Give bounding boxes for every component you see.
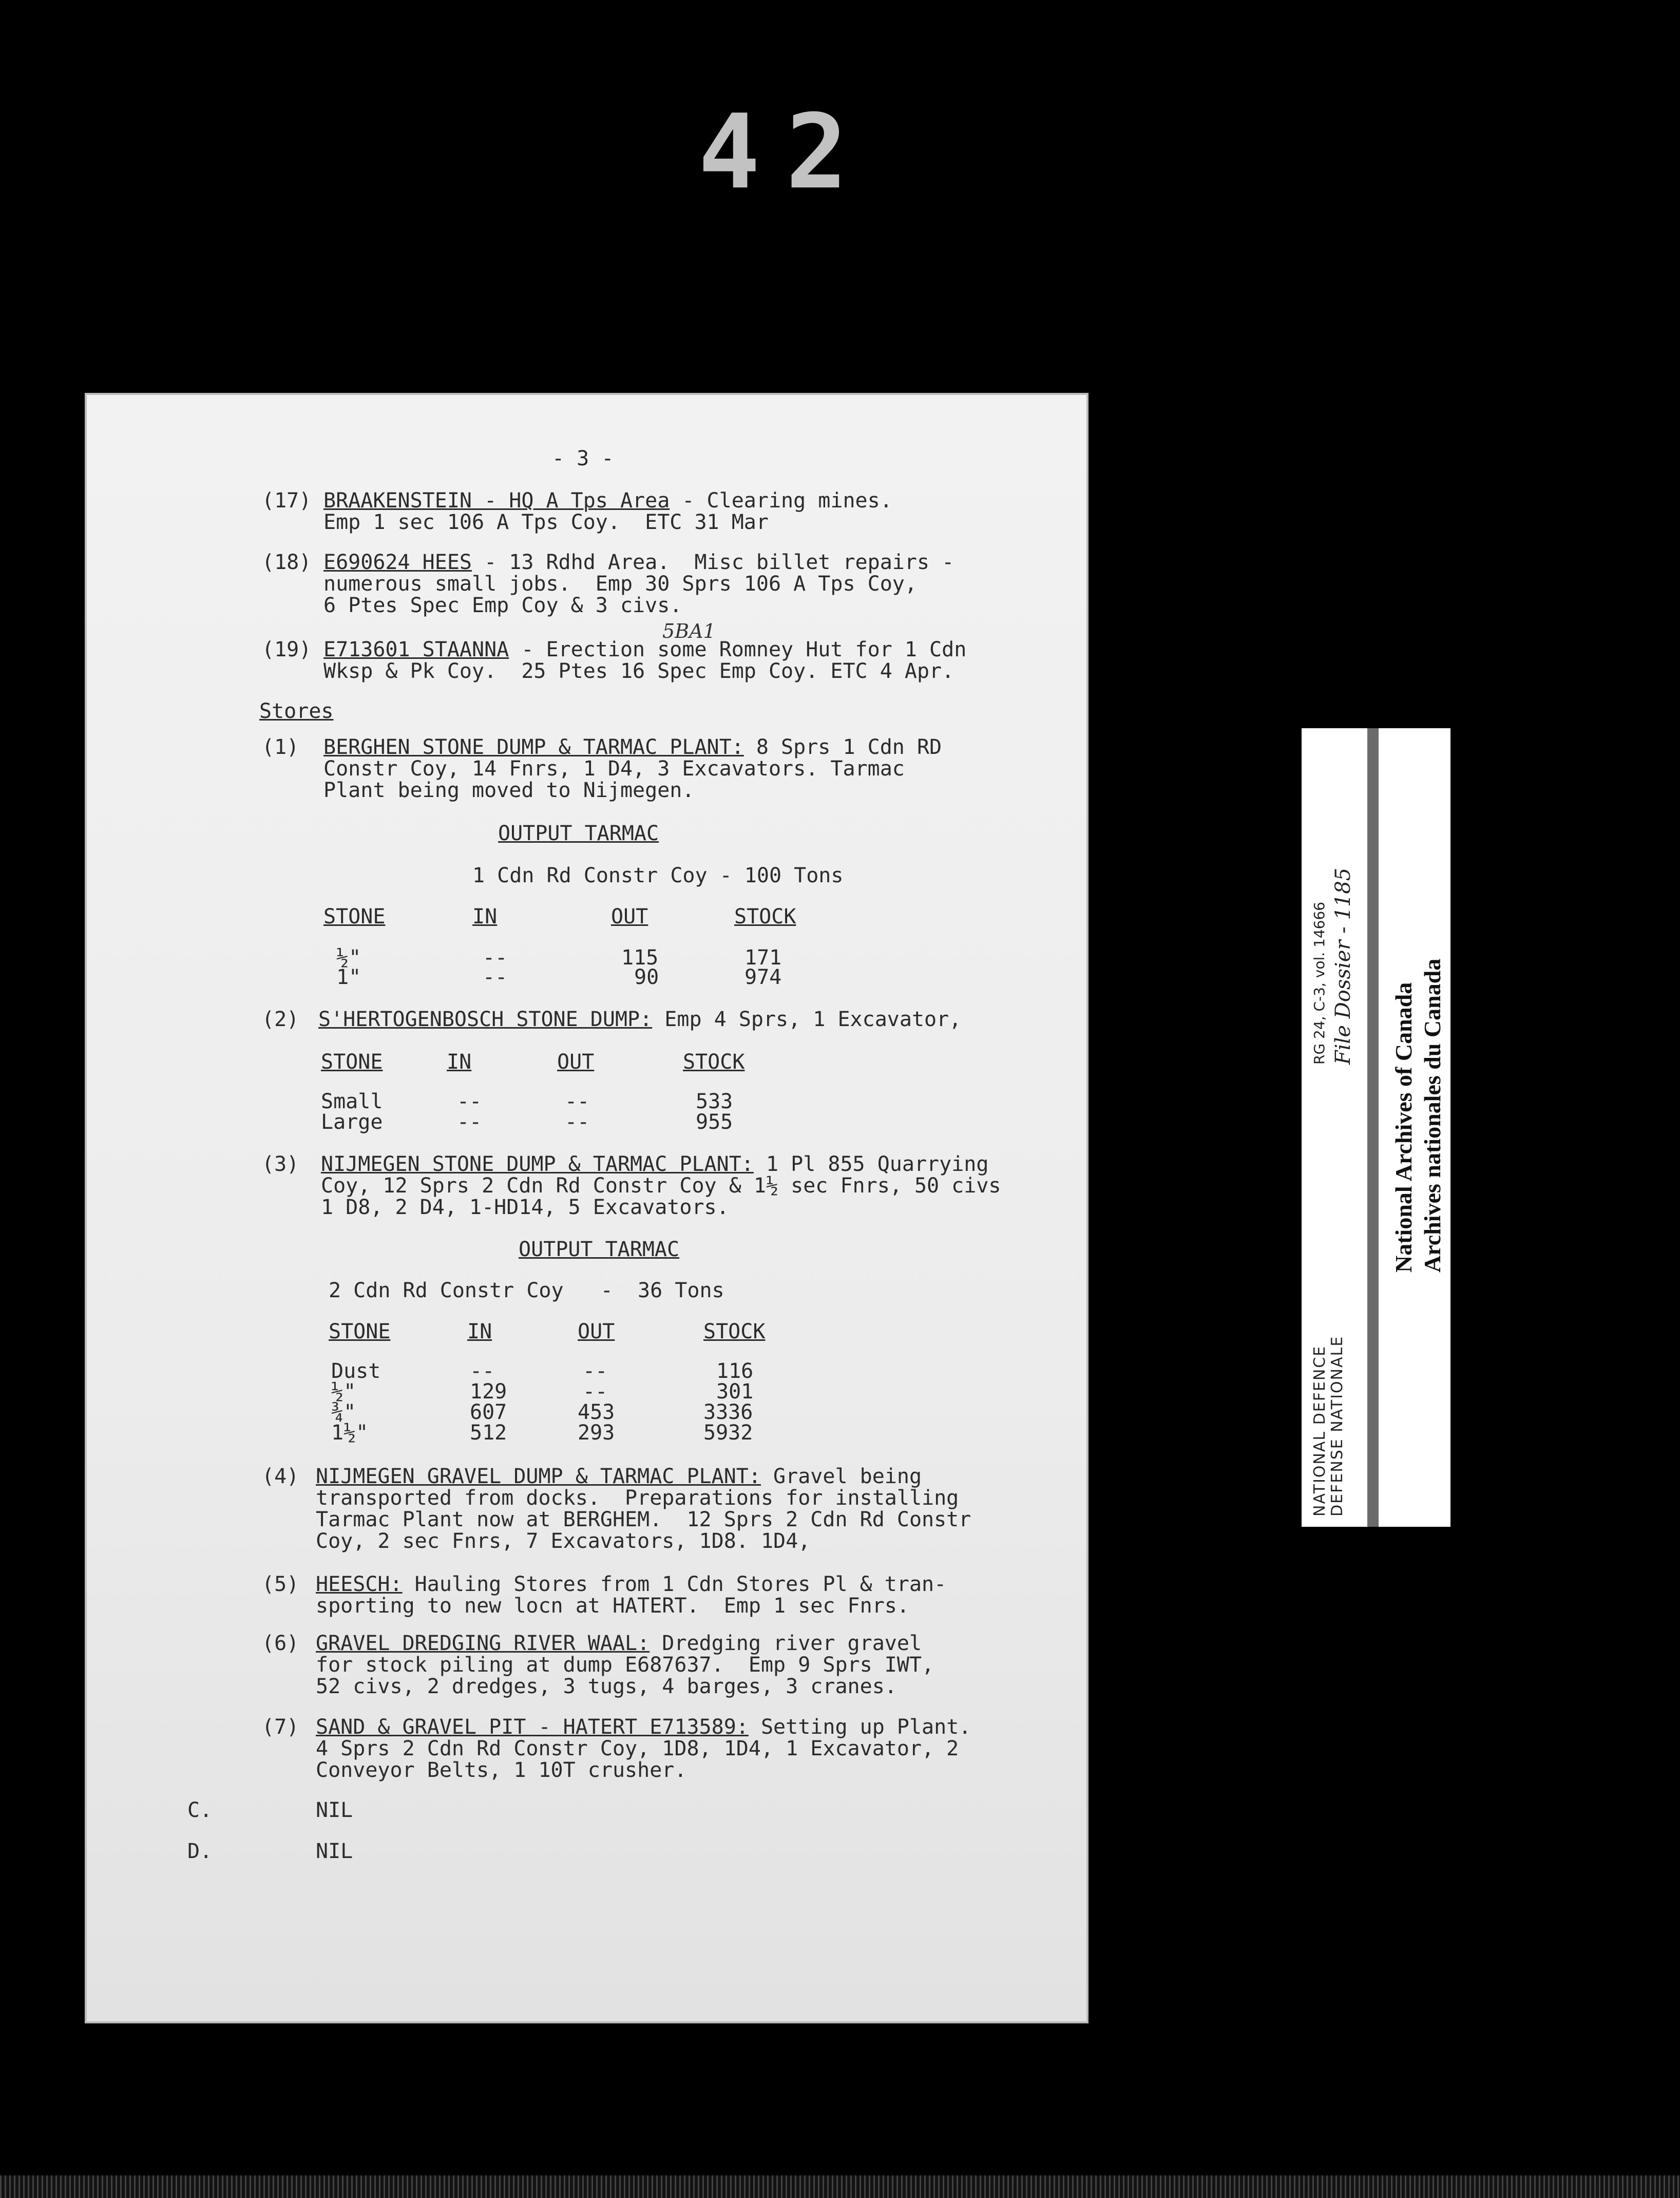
store-line: S'HERTOGENBOSCH STONE DUMP: Emp 4 Sprs, 1 Excavator, (318, 1008, 962, 1031)
table-cell: ½" (336, 946, 361, 970)
entry-number: (17) (262, 489, 312, 513)
table-cell: 1½" (331, 1421, 369, 1445)
store-line: transported from docks. Preparations for installing (316, 1486, 959, 1510)
store-line: SAND & GRAVEL PIT - HATERT E713589: Setting up Plant. (316, 1715, 971, 1739)
film-edge (0, 2175, 1680, 2198)
archive-name-en: National Archives of Canada (1390, 982, 1417, 1273)
section-letter: D. (187, 1840, 213, 1863)
table-header: STOCK (703, 1320, 766, 1343)
output-line: 2 Cdn Rd Constr Coy - 36 Tons (329, 1279, 724, 1302)
output-line: 1 Cdn Rd Constr Coy - 100 Tons (472, 864, 844, 887)
table-cell: -- (565, 1090, 590, 1113)
table-header: STONE (321, 1050, 383, 1074)
table-cell: 3336 (703, 1400, 753, 1424)
table-cell: 171 (744, 946, 782, 970)
store-number: (4) (262, 1465, 299, 1488)
store-line: Coy, 2 sec Fnrs, 7 Excavators, 1D8. 1D4, (316, 1529, 811, 1553)
table-cell: ¾" (331, 1400, 356, 1424)
table-cell: -- (457, 1090, 482, 1113)
document-page (85, 393, 1089, 2023)
table-header: STONE (323, 905, 386, 929)
table-header: IN (447, 1050, 472, 1074)
page-number: - 3 - (552, 447, 614, 470)
table-header: IN (467, 1320, 492, 1343)
table-cell: 512 (470, 1421, 507, 1445)
archive-label (1302, 728, 1450, 1527)
table-cell: 974 (744, 965, 782, 989)
entry-line: numerous small jobs. Emp 30 Sprs 106 A Tps Coy, (323, 572, 917, 596)
table-cell: -- (457, 1110, 482, 1134)
table-cell: 533 (696, 1090, 733, 1113)
table-cell: 607 (470, 1400, 507, 1424)
entry-line: BRAAKENSTEIN - HQ A Tps Area - Clearing mines. (323, 489, 892, 513)
table-cell: -- (565, 1110, 590, 1134)
store-line: Tarmac Plant now at BERGHEM. 12 Sprs 2 Cdn Rd Constr (316, 1508, 971, 1531)
table-cell: -- (483, 946, 508, 970)
store-line: 4 Sprs 2 Cdn Rd Constr Coy, 1D8, 1D4, 1 Excavator, 2 (316, 1737, 959, 1760)
handwritten-file-number: File Dossier - 1185 (1331, 867, 1355, 1065)
table-cell: 955 (696, 1110, 733, 1134)
table-cell: -- (470, 1359, 495, 1383)
store-line: Conveyor Belts, 1 10T crusher. (316, 1758, 687, 1782)
entry-line: E713601 STAANNA - Erection some Romney Hut for 1 Cdn (323, 638, 967, 661)
table-cell: -- (583, 1359, 608, 1383)
table-cell: 115 (621, 946, 659, 970)
dept-en: NATIONAL DEFENCE (1311, 1345, 1329, 1517)
output-title: OUTPUT TARMAC (498, 822, 659, 845)
table-cell: Large (321, 1110, 383, 1134)
store-line: NIJMEGEN GRAVEL DUMP & TARMAC PLANT: Gravel being (316, 1465, 922, 1488)
store-number: (5) (262, 1572, 299, 1596)
stores-heading: Stores (259, 699, 334, 723)
store-number: (7) (262, 1715, 299, 1739)
table-header: OUT (578, 1320, 615, 1343)
table-cell: 90 (634, 965, 659, 989)
table-header: STOCK (734, 905, 796, 929)
store-line: for stock piling at dump E687637. Emp 9 Sprs IWT, (316, 1653, 934, 1677)
table-header: STOCK (683, 1050, 745, 1074)
table-cell: 293 (578, 1421, 615, 1445)
store-number: (3) (262, 1152, 299, 1176)
table-header: STONE (329, 1320, 391, 1343)
store-line: HEESCH: Hauling Stores from 1 Cdn Stores Pl & tran- (316, 1572, 947, 1596)
archive-name-fr: Archives nationales du Canada (1419, 958, 1445, 1273)
table-header: OUT (611, 905, 648, 929)
entry-line: E690624 HEES - 13 Rdhd Area. Misc billet repairs - (323, 551, 954, 574)
store-line: sporting to new locn at HATERT. Emp 1 sec Fnrs. (316, 1594, 909, 1618)
label-stripe (1367, 728, 1379, 1527)
store-number: (1) (262, 735, 299, 759)
store-line: Constr Coy, 14 Fnrs, 1 D4, 3 Excavators. Tarmac (323, 757, 905, 781)
table-cell: 453 (578, 1400, 615, 1424)
table-header: OUT (557, 1050, 595, 1074)
entry-line: Emp 1 sec 106 A Tps Coy. ETC 31 Mar (323, 510, 769, 534)
table-cell: Dust (331, 1359, 381, 1383)
table-cell: -- (583, 1380, 608, 1404)
store-line: 52 civs, 2 dredges, 3 tugs, 4 barges, 3 cranes. (316, 1675, 897, 1698)
table-cell: ½" (331, 1380, 356, 1404)
table-cell: 116 (716, 1359, 754, 1383)
archive-reference: RG 24, C-3, vol. 14666 (1311, 901, 1328, 1065)
store-line: Coy, 12 Sprs 2 Cdn Rd Constr Coy & 1½ sec Fnrs, 50 civs (321, 1174, 1001, 1198)
section-letter: C. (187, 1798, 213, 1822)
store-number: (6) (262, 1632, 299, 1655)
store-line: 1 D8, 2 D4, 1-HD14, 5 Excavators. (321, 1196, 729, 1219)
store-line: Plant being moved to Nijmegen. (323, 779, 695, 802)
dept-fr: DEFENSE NATIONALE (1328, 1335, 1346, 1517)
table-cell: 1" (336, 965, 361, 989)
entry-line: Wksp & Pk Coy. 25 Ptes 16 Spec Emp Coy. ETC 4 Apr. (323, 659, 954, 683)
table-cell: 129 (470, 1380, 507, 1404)
output-title: OUTPUT TARMAC (519, 1238, 680, 1261)
frame-number: 42 (698, 92, 873, 212)
table-cell: 5932 (703, 1421, 753, 1445)
handwritten-note: 5BA1 (662, 620, 716, 642)
table-cell: -- (483, 965, 508, 989)
store-line: BERGHEN STONE DUMP & TARMAC PLANT: 8 Sprs 1 Cdn RD (323, 735, 942, 759)
store-line: GRAVEL DREDGING RIVER WAAL: Dredging river gravel (316, 1632, 922, 1655)
entry-number: (18) (262, 551, 312, 574)
table-cell: 301 (716, 1380, 754, 1404)
store-line: NIJMEGEN STONE DUMP & TARMAC PLANT: 1 Pl 855 Quarrying (321, 1152, 989, 1176)
entry-line: 6 Ptes Spec Emp Coy & 3 civs. (323, 594, 682, 617)
entry-number: (19) (262, 638, 312, 661)
section-value: NIL (316, 1840, 353, 1863)
section-value: NIL (316, 1798, 353, 1822)
store-number: (2) (262, 1008, 299, 1031)
table-header: IN (472, 905, 498, 929)
table-cell: Small (321, 1090, 383, 1113)
